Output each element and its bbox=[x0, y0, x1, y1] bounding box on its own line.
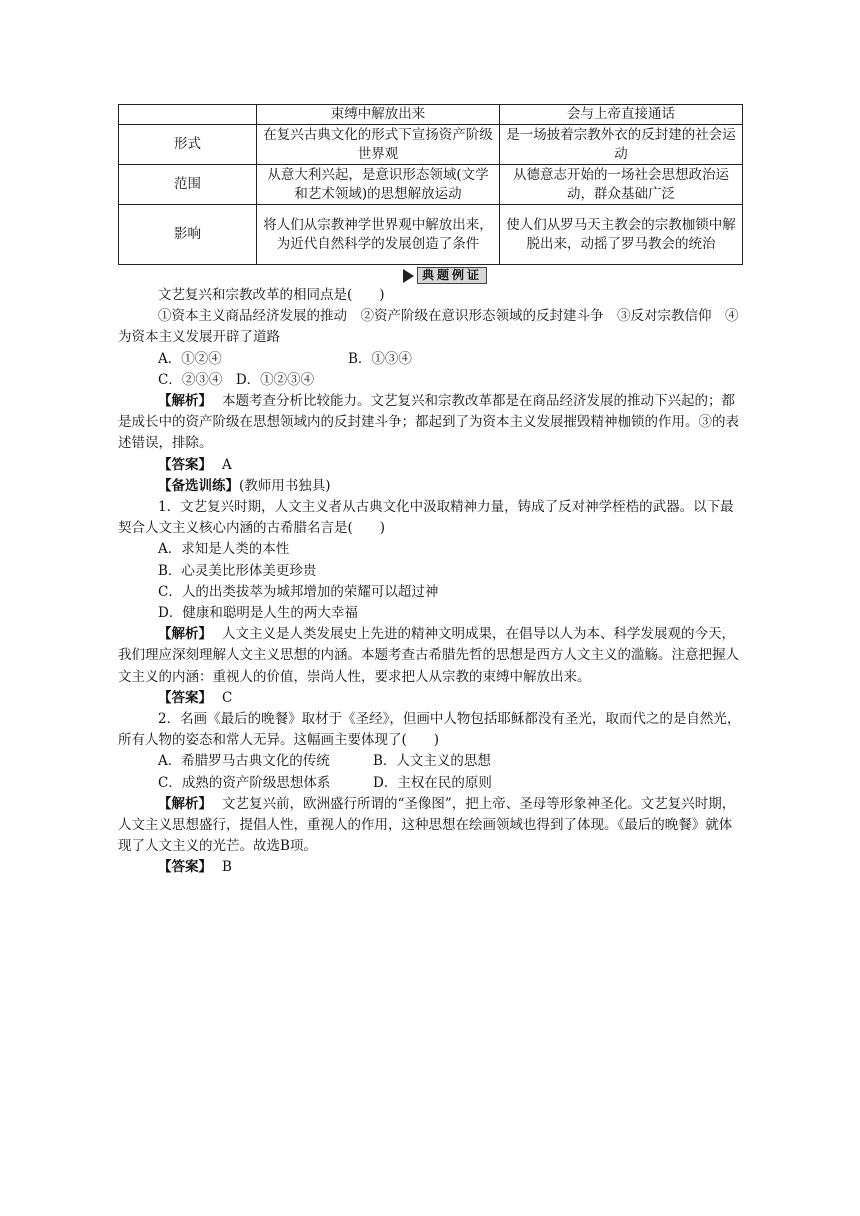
option-d: D．主权在民的原则 bbox=[373, 774, 492, 791]
q1-option-c: C．人的出类拔萃为城邦增加的荣耀可以超过神 bbox=[158, 583, 439, 600]
row-label: 影响 bbox=[119, 205, 257, 265]
answer-value: B bbox=[222, 859, 232, 876]
comparison-table bbox=[118, 104, 743, 265]
analysis-label: 【解析】 bbox=[158, 626, 212, 643]
q1-option-a: A．求知是人类的本性 bbox=[158, 541, 290, 558]
table-cell: 从德意志开始的一场社会思想政治运动，群众基础广泛 bbox=[500, 165, 743, 205]
table-cell: 是一场披着宗教外衣的反封建的社会运动 bbox=[500, 125, 743, 165]
table-cell: 从意大利兴起，是意识形态领域(文学和艺术领域)的思想解放运动 bbox=[257, 165, 500, 205]
extra-training-note: (教师用书独具) bbox=[239, 477, 331, 494]
option-a: A．希腊罗马古典文化的传统 bbox=[158, 753, 330, 770]
extra-training-heading bbox=[118, 476, 742, 497]
q1-answer bbox=[118, 688, 742, 709]
play-triangle-icon bbox=[403, 269, 414, 283]
analysis-text: 人文主义是人类发展史上先进的精神文明成果，在倡导以人为本、科学发展观的今天，我们理应深刻理解人文主义思想的内涵。本题考查古希腊先哲的思想是西方人文主义的滥觞。注意把握人文主义的内涵：重视人的价值，崇尚人性，要求把人从宗教的束缚中解放出来。 bbox=[118, 626, 739, 685]
table-header-row bbox=[119, 105, 743, 125]
q2-answer bbox=[118, 857, 742, 878]
q2-analysis bbox=[118, 794, 742, 858]
q2-options-ab bbox=[118, 751, 742, 772]
table-cell: 在复兴古典文化的形式下宣扬资产阶级世界观 bbox=[257, 125, 500, 165]
table-header-cell: 会与上帝直接通话 bbox=[500, 105, 743, 125]
table-cell: 将人们从宗教神学世界观中解放出来，为近代自然科学的发展创造了条件 bbox=[257, 205, 500, 265]
table-cell: 使人们从罗马天主教会的宗教枷锁中解脱出来，动摇了罗马教会的统治 bbox=[500, 205, 743, 265]
option-c: C．成熟的资产阶级思想体系 bbox=[158, 774, 331, 791]
table-header-cell: 束缚中解放出来 bbox=[257, 105, 500, 125]
table-row bbox=[119, 165, 743, 205]
table-header-cell bbox=[119, 105, 257, 125]
q2-stem: 2．名画《最后的晚餐》取材于《圣经》，但画中人物包括耶稣都没有圣光，取而代之的是自然光，所有人物的姿态和常人无异。这幅画主要体现了( ) bbox=[118, 711, 741, 749]
q1-option-d: D．健康和聪明是人生的两大幸福 bbox=[158, 605, 358, 622]
example-analysis bbox=[118, 391, 742, 455]
answer-value: C bbox=[222, 689, 233, 706]
table-row bbox=[119, 205, 743, 265]
example-options-ab bbox=[118, 349, 742, 370]
option-b: B．①③④ bbox=[348, 350, 412, 367]
example-question: 文艺复兴和宗教改革的相同点是( ) bbox=[158, 287, 385, 303]
analysis-label: 【解析】 bbox=[158, 393, 212, 410]
example-statements: ①资本主义商品经济发展的推动 ②资产阶级在意识形态领域的反封建斗争 ③反对宗教信仰 ④为资本主义发展开辟了道路 bbox=[118, 308, 739, 346]
row-label: 形式 bbox=[119, 125, 257, 165]
example-options-cd: C．②③④ D．①②③④ bbox=[158, 371, 315, 388]
analysis-text: 文艺复兴前，欧洲盛行所谓的“圣像图”，把上帝、圣母等形象神圣化。文艺复兴时期，人文主义思想盛行，提倡人性，重视人的作用，这种思想在绘画领域也得到了体现。《最后的晚餐》就体现了人文主义的光芒。故选B项。 bbox=[118, 795, 736, 855]
exercise-section bbox=[118, 285, 742, 879]
q1-option-b: B．心灵美比形体美更珍贵 bbox=[158, 562, 317, 579]
row-label: 范围 bbox=[119, 165, 257, 205]
q1-stem: 1．文艺复兴时期，人文主义者从古典文化中汲取精神力量，铸成了反对神学桎梏的武器。以下最契合人文主义核心内涵的古希腊名言是( ) bbox=[118, 499, 734, 537]
option-b: B．人文主义的思想 bbox=[373, 753, 491, 770]
answer-label: 【答案】 bbox=[158, 689, 212, 706]
option-a: A．①②④ bbox=[158, 350, 222, 367]
answer-label: 【答案】 bbox=[158, 859, 212, 876]
answer-value: A bbox=[222, 456, 232, 473]
extra-training-label: 【备选训练】 bbox=[158, 477, 239, 494]
analysis-text: 本题考查分析比较能力。文艺复兴和宗教改革都是在商品经济发展的推动下兴起的；都是成长中的资产阶级在思想领域内的反封建斗争；都起到了为资本主义发展摧毁精神枷锁的作用。③的表述错误，排除。 bbox=[118, 393, 739, 452]
q2-options-cd bbox=[118, 773, 742, 794]
analysis-label: 【解析】 bbox=[158, 795, 212, 812]
table-row bbox=[119, 125, 743, 165]
banner-label: 典题例证 bbox=[417, 267, 487, 284]
section-banner bbox=[403, 267, 487, 284]
answer-label: 【答案】 bbox=[158, 456, 212, 473]
example-answer bbox=[118, 455, 742, 476]
q1-analysis bbox=[118, 624, 742, 688]
